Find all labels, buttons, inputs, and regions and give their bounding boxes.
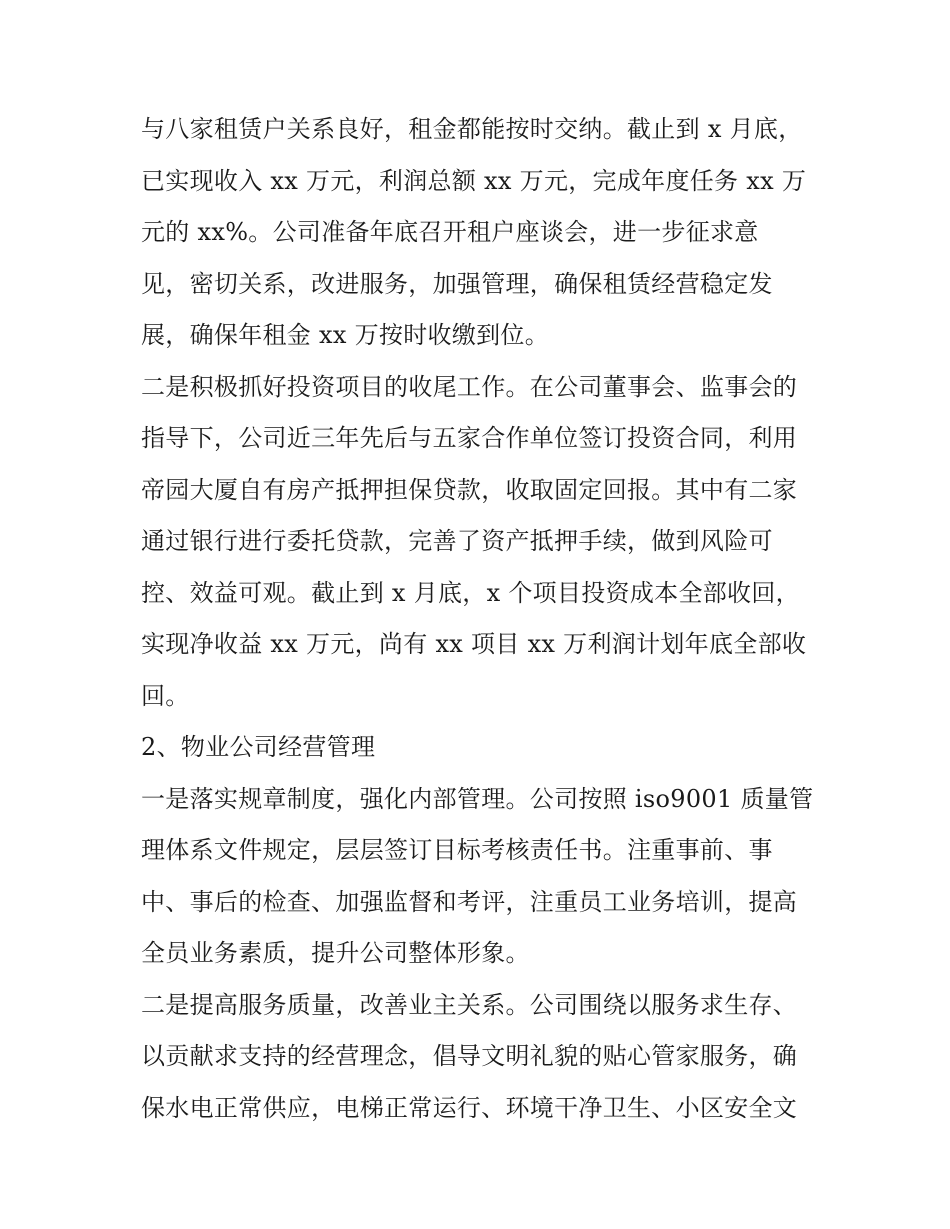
text-line: 帝园大厦自有房产抵押担保贷款，收取固定回报。其中有二家 [141,475,798,504]
text-line: 见，密切关系，改进服务，加强管理，确保租赁经营稳定发 [141,269,773,298]
text-line: 与八家租赁户关系良好，租金都能按时交纳。截止到 x 月底， [141,115,803,143]
paragraph-investment-start: 二是积极抓好投资项目的收尾工作。在公司董事会、监事会的 [141,372,798,401]
text-line: 全员业务素质，提升公司整体形象。 [141,939,530,967]
section-heading: 2、物业公司经营管理 [141,733,376,761]
text-line: 以贡献求支持的经营理念，倡导文明礼貌的贴心管家服务，确 [141,1042,798,1070]
text-line: 展，确保年租金 xx 万按时收缴到位。 [141,321,550,349]
text-line: 理体系文件规定，层层签订目标考核责任书。注重事前、事 [141,836,773,864]
text-line: 回。 [141,681,190,710]
document-body [141,104,821,1134]
text-line: 实现净收益 xx 万元，尚有 xx 项目 xx 万利润计划年底全部收 [141,630,807,658]
text-line: 指导下，公司近三年先后与五家合作单位签订投资合同，利用 [141,424,798,452]
text-line: 中、事后的检查、加强监督和考评，注重员工业务培训，提高 [141,887,798,916]
text-line: 已实现收入 xx 万元，利润总额 xx 万元，完成年度任务 xx 万 [141,166,807,195]
paragraph-rules-start: 一是落实规章制度，强化内部管理。公司按照 iso9001 质量管 [141,784,814,813]
text-line: 元的 xx%。公司准备年底召开租户座谈会，进一步征求意 [141,218,759,246]
text-line: 通过银行进行委托贷款，完善了资产抵押手续，做到风险可 [141,527,773,555]
text-line: 控、效益可观。截止到 x 月底，x 个项目投资成本全部收回， [141,578,800,607]
paragraph-service-start: 二是提高服务质量，改善业主关系。公司围绕以服务求生存、 [141,990,798,1019]
text-line: 保水电正常供应，电梯正常运行、环境干净卫生、小区安全文 [141,1093,798,1122]
